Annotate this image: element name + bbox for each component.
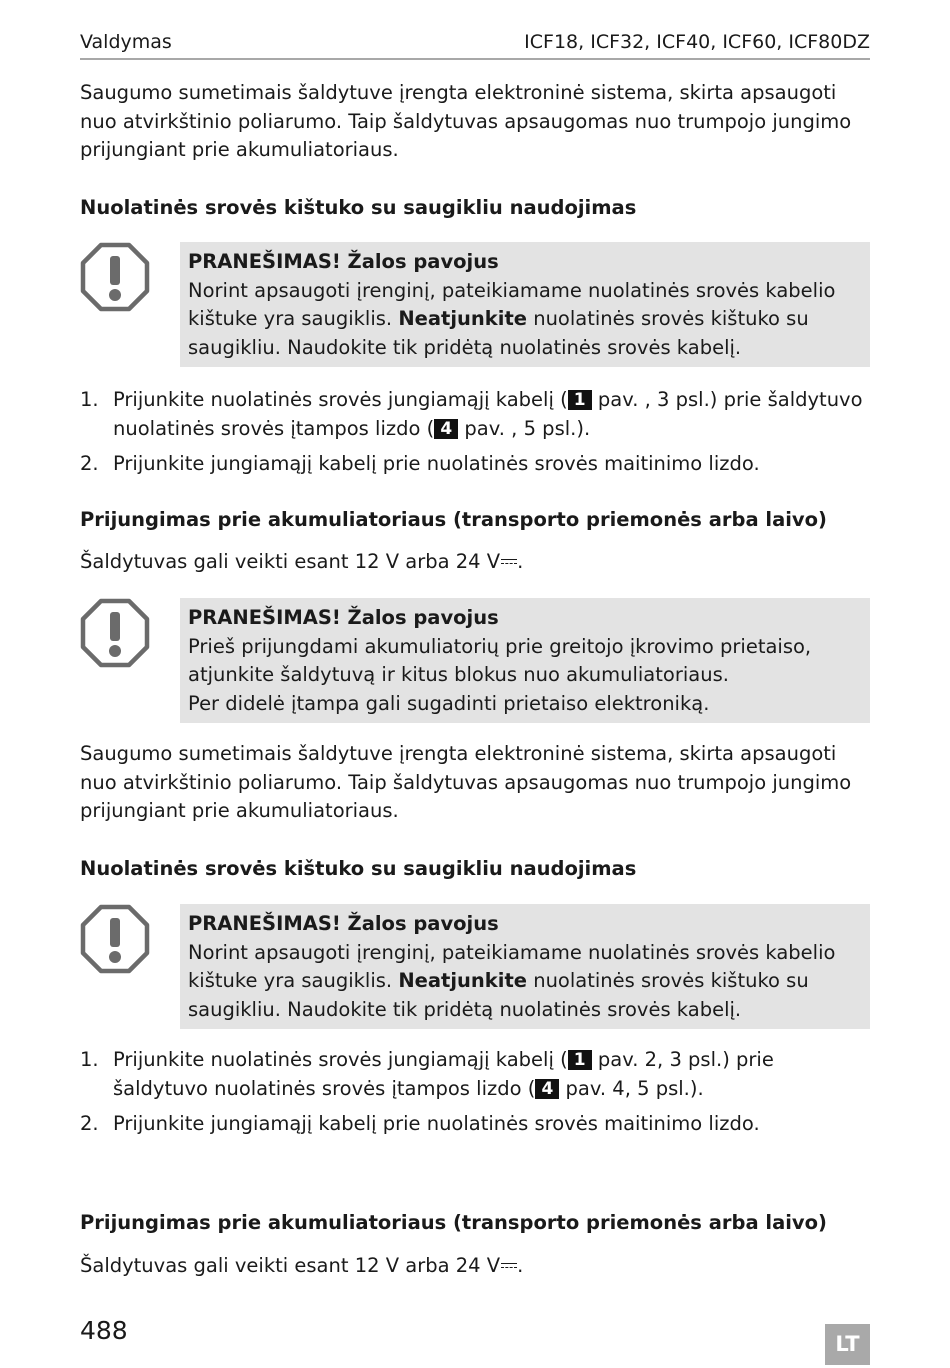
notice-text: Per didelė įtampa gali sugadinti prietaiso elektroniką. <box>188 691 710 715</box>
voltage-text: Šaldytuvas gali veikti esant 12 V arba 24 V <box>80 1254 501 1277</box>
list-text: pav. , 3 psl.) prie šaldytuvo nuolatinės srovės įtampos lizdo ( <box>113 388 863 440</box>
figure-ref-tag: 4 <box>434 419 458 439</box>
notice-title: PRANEŠIMAS! Žalos pavojus <box>188 912 499 935</box>
warning-octagon-icon <box>80 242 150 312</box>
notice-emphasis: Neatjunkite <box>398 969 528 992</box>
list-item <box>80 450 870 479</box>
notice-title: PRANEŠIMAS! Žalos pavojus <box>188 606 499 629</box>
notice-text <box>188 939 856 1025</box>
figure-ref-tag: 1 <box>568 1050 592 1070</box>
notice-text-part: Norint apsaugoti įrenginį, pateikiamame nuolatinės srovės kabelio kištuke yra saugiklis. <box>188 278 836 330</box>
notice-title: PRANEŠIMAS! Žalos pavojus <box>188 250 499 273</box>
warning-octagon-icon <box>80 598 150 668</box>
steps-list-1 <box>80 386 870 486</box>
heading-battery-connection-1: Prijungimas prie akumuliatoriaus (transporto priemonės arba laivo) <box>80 508 827 531</box>
notice-box-3 <box>180 904 870 1029</box>
heading-battery-connection-2: Prijungimas prie akumuliatoriaus (transporto priemonės arba laivo) <box>80 1211 827 1234</box>
notice-text-part: nuolatinės srovės kištuko su saugikliu. Naudokite tik pridėtą nuolatinės srovės kabelį. <box>188 307 809 359</box>
heading-dc-plug-2: Nuolatinės srovės kištuko su saugikliu naudojimas <box>80 857 637 880</box>
list-text: pav. 4, 5 psl.). <box>559 1076 704 1100</box>
list-text: Prijunkite nuolatinės srovės jungiamąjį kabelį ( <box>113 388 568 411</box>
notice-text <box>188 277 856 363</box>
list-number: 2. <box>80 452 99 475</box>
list-number: 1. <box>80 388 99 411</box>
list-number: 2. <box>80 1112 99 1135</box>
dc-current-icon <box>501 1261 517 1271</box>
header-section-title: Valdymas <box>80 31 172 53</box>
notice-box-2 <box>180 598 870 723</box>
notice-text: Prieš prijungdami akumuliatorių prie greitojo įkrovimo prietaiso, atjunkite šaldytuvą ir kitus blokus nuo akumuliatoriaus. <box>188 634 812 686</box>
header-model-list: ICF18, ICF32, ICF40, ICF60, ICF80DZ <box>524 31 870 53</box>
list-text: pav. , 5 psl.). <box>458 416 591 440</box>
heading-dc-plug-1: Nuolatinės srovės kištuko su saugikliu naudojimas <box>80 196 637 219</box>
dc-current-icon <box>501 557 517 567</box>
figure-ref-tag: 4 <box>535 1079 559 1099</box>
list-text: Prijunkite jungiamąjį kabelį prie nuolatinės srovės maitinimo lizdo. <box>113 452 760 475</box>
list-item <box>80 1046 870 1103</box>
warning-octagon-icon <box>80 904 150 974</box>
intro-paragraph-2: Saugumo sumetimais šaldytuve įrengta elektroninė sistema, skirta apsaugoti nuo atvirkštinio poliarumo. Taip šaldytuvas apsaugomas nuo trumpojo jungimo prijungiant prie akumuliatoriaus. <box>80 742 852 822</box>
voltage-line-1: Šaldytuvas gali veikti esant 12 V arba 24 V . <box>80 550 524 573</box>
notice-text-part: Norint apsaugoti įrenginį, pateikiamame nuolatinės srovės kabelio kištuke yra saugiklis. <box>188 940 836 992</box>
steps-list-2 <box>80 1046 870 1146</box>
header-divider <box>80 58 870 60</box>
list-text: Prijunkite nuolatinės srovės jungiamąjį kabelį ( <box>113 1048 568 1071</box>
list-text: Prijunkite jungiamąjį kabelį prie nuolatinės srovės maitinimo lizdo. <box>113 1112 760 1135</box>
notice-box-1 <box>180 242 870 367</box>
list-number: 1. <box>80 1048 99 1071</box>
voltage-text: Šaldytuvas gali veikti esant 12 V arba 24 V <box>80 550 501 573</box>
notice-emphasis: Neatjunkite <box>398 307 528 330</box>
figure-ref-tag: 1 <box>568 390 592 410</box>
language-badge: LT <box>825 1324 870 1365</box>
voltage-line-2: Šaldytuvas gali veikti esant 12 V arba 24 V . <box>80 1254 524 1277</box>
intro-paragraph-1: Saugumo sumetimais šaldytuve įrengta elektroninė sistema, skirta apsaugoti nuo atvirkštinio poliarumo. Taip šaldytuvas apsaugomas nuo trumpojo jungimo prijungiant prie akumuliatoriaus. <box>80 81 852 161</box>
list-item <box>80 1110 870 1139</box>
list-item <box>80 386 870 443</box>
notice-text-part: nuolatinės srovės kištuko su saugikliu. Naudokite tik pridėtą nuolatinės srovės kabelį. <box>188 969 809 1021</box>
page-number: 488 <box>80 1316 128 1345</box>
list-text: pav. 2, 3 psl.) prie šaldytuvo nuolatinės srovės įtampos lizdo ( <box>113 1048 774 1100</box>
